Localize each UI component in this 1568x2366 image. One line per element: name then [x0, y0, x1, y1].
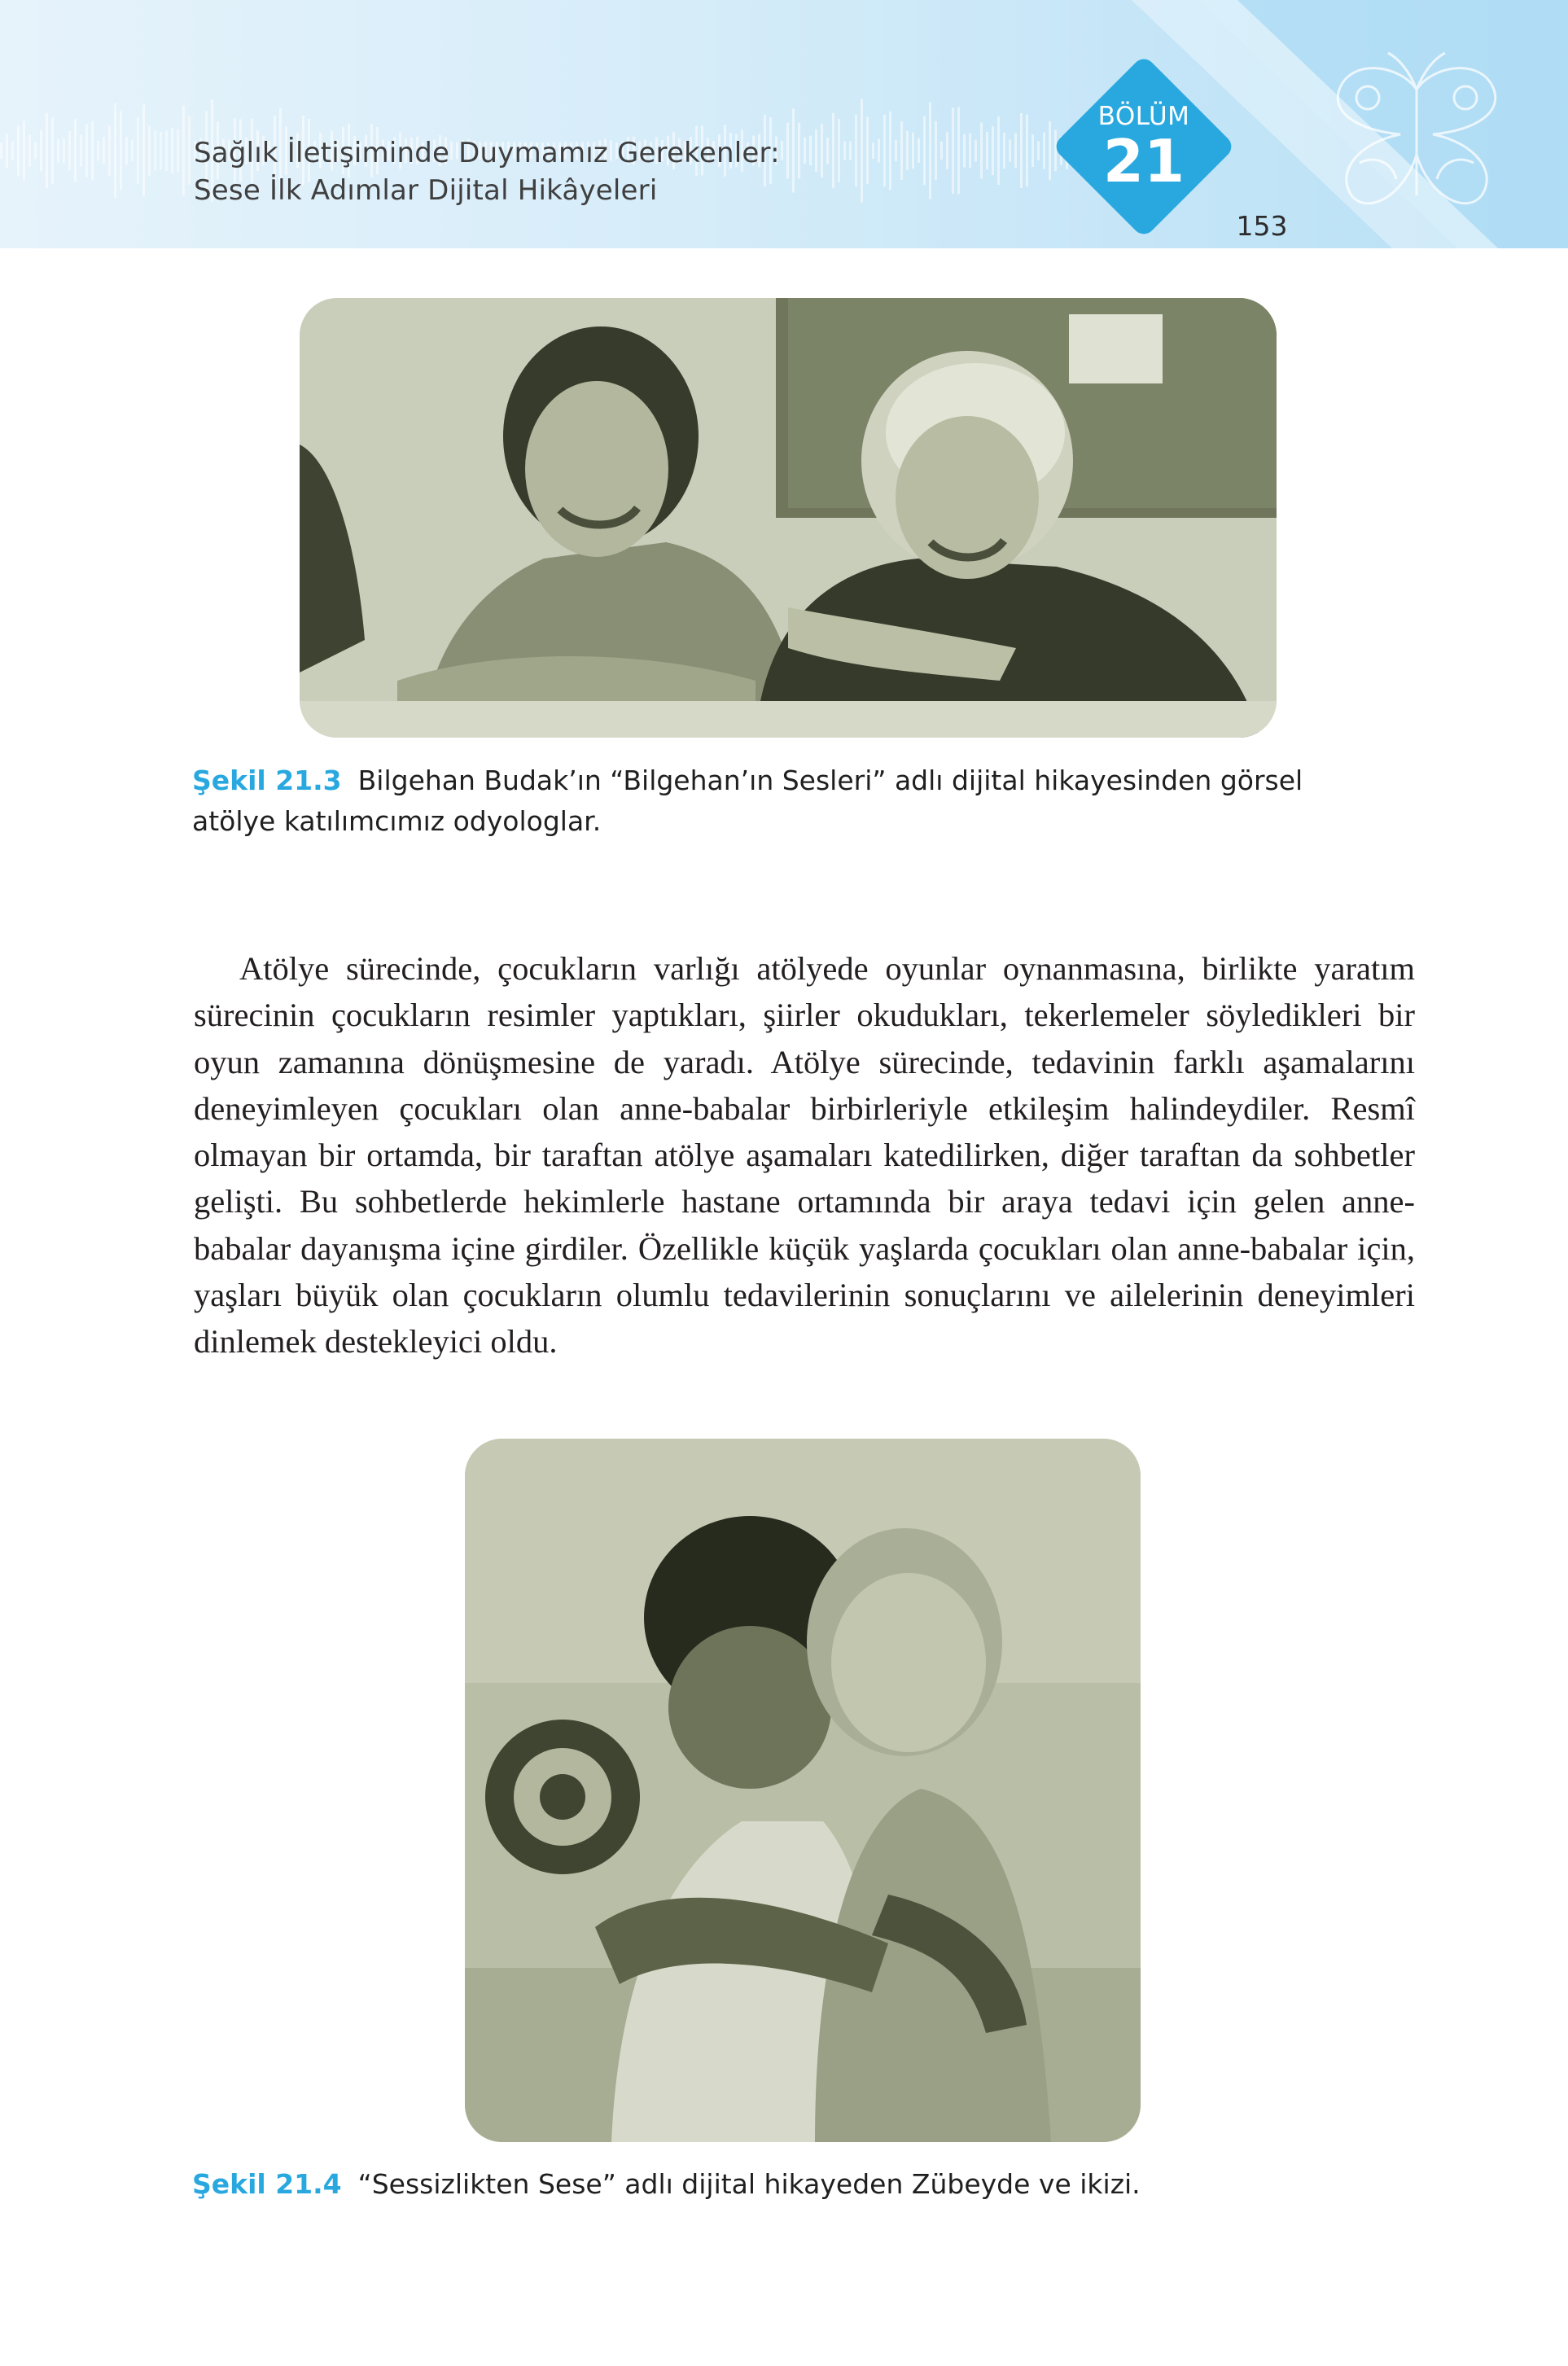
- running-head-line-2: Sese İlk Adımlar Dijital Hikâyeleri: [194, 174, 658, 207]
- figure-21-3-caption-text: Bilgehan Budak’ın “Bilgehan’ın Sesleri” adlı dijital hikayesinden görsel atölye katılımcımız odyologlar.: [192, 765, 1303, 837]
- figure-21-3-label: Şekil 21.3: [192, 765, 342, 796]
- chapter-label: BÖLÜM: [1097, 102, 1190, 131]
- page-number: 153: [1236, 210, 1288, 242]
- figure-21-4-label: Şekil 21.4: [192, 2168, 342, 2200]
- figure-21-4-caption-text: “Sessizlikten Sese” adlı dijital hikayeden Zübeyde ve ikizi.: [357, 2168, 1141, 2200]
- butterfly-icon: [1303, 33, 1531, 236]
- running-head: [194, 134, 1008, 209]
- chapter-number: 21: [1102, 127, 1185, 195]
- figure-21-3-caption: [192, 760, 1356, 842]
- running-head-line-1: Sağlık İletişiminde Duymamız Gerekenler:: [194, 137, 780, 169]
- figure-21-3-photo: [300, 298, 1277, 738]
- body-paragraph: Atölye sürecinde, çocukların varlığı atölyede oyunlar oynanmasına, birlikte yaratım sürecinin çocukların resimler yaptıkları, şiirler okudukları, tekerlemeler söyledikleri bir oyun zamanına dönüşmesine de yaradı. Atölye sürecinde, tedavinin farklı aşamalarını deneyimleyen çocukları olan anne-babalar birbirleriyle etkileşim halindeydiler. Resmî olmayan bir ortamda, bir taraftan atölye aşamaları katedilirken, diğer taraftan da sohbetler gelişti. Bu sohbetlerde hekimlerle hastane ortamında bir araya tedavi için gelen anne-babalar dayanışma içine girdiler. Özellikle küçük yaşlarda çocukları olan anne-babalar için, yaşları büyük olan çocukların olumlu tedavilerinin sonuçlarını ve ailelerinin deneyimleri dinlemek destekleyici oldu.: [194, 950, 1415, 1360]
- figure-21-4-photo: [465, 1439, 1141, 2142]
- page-header: [0, 0, 1568, 248]
- figure-21-4-caption: [192, 2164, 1356, 2205]
